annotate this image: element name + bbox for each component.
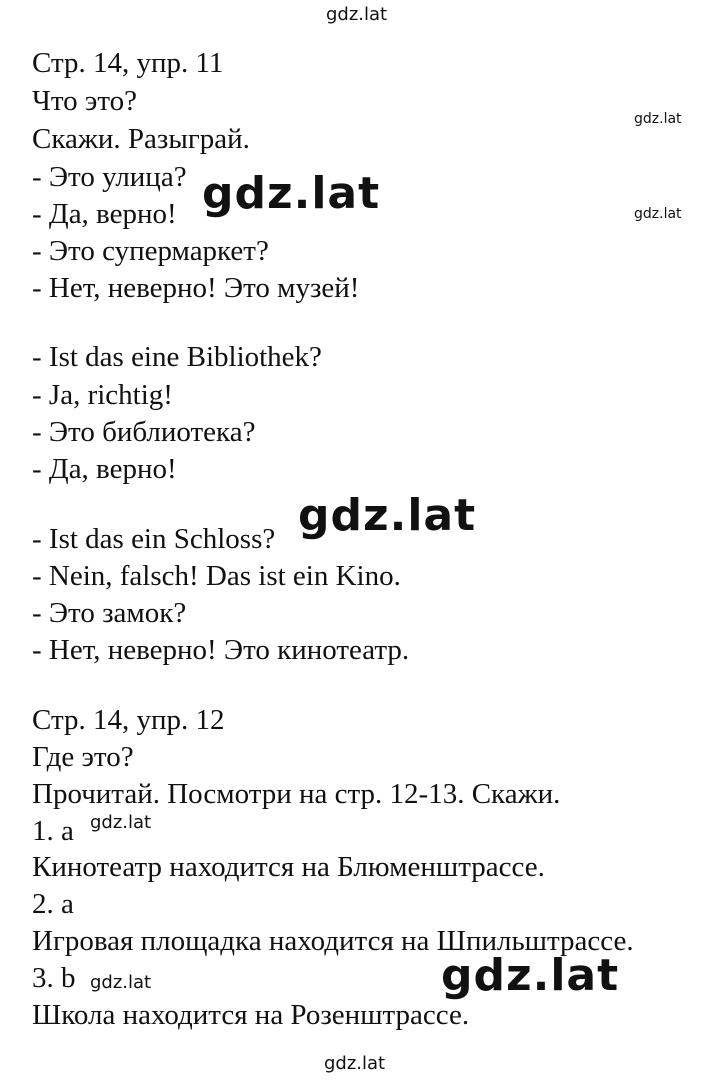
- exercise-12-instruction: Прочитай. Посмотри на стр. 12-13. Скажи.: [32, 778, 561, 810]
- dialog-2-line-1: - Ist das eine Bibliothek?: [32, 341, 322, 373]
- dialog-1-line-4: - Нет, неверно! Это музей!: [32, 272, 360, 304]
- exercise-11-heading: Стр. 14, упр. 11: [32, 47, 224, 79]
- answer-1-label: 1. a: [32, 815, 74, 847]
- exercise-12-heading: Стр. 14, упр. 12: [32, 704, 225, 736]
- dialog-3-line-1: - Ist das ein Schloss?: [32, 523, 276, 555]
- dialog-3-line-4: - Нет, неверно! Это кинотеатр.: [32, 634, 410, 666]
- answer-3-label: 3. b: [32, 962, 76, 994]
- watermark-top: gdz.lat: [326, 4, 388, 25]
- dialog-3-line-2: - Nein, falsch! Das ist ein Kino.: [32, 560, 401, 592]
- dialog-2-line-3: - Это библиотека?: [32, 416, 256, 448]
- watermark-big-3: gdz.lat: [441, 950, 620, 1001]
- answer-2-text: Игровая площадка находится на Шпильштрассе.: [32, 925, 634, 957]
- exercise-12-title: Где это?: [32, 741, 134, 773]
- answer-3-text: Школа находится на Розенштрассе.: [32, 999, 470, 1031]
- watermark-right-1: gdz.lat: [634, 111, 682, 127]
- watermark-inline-2: gdz.lat: [90, 972, 152, 993]
- watermark-bottom: gdz.lat: [324, 1053, 386, 1074]
- watermark-big-1: gdz.lat: [202, 168, 381, 219]
- dialog-2-line-2: - Ja, richtig!: [32, 379, 173, 411]
- watermark-inline-1: gdz.lat: [90, 812, 152, 833]
- dialog-2-line-4: - Да, верно!: [32, 453, 177, 485]
- exercise-11-title: Что это?: [32, 85, 137, 117]
- exercise-11-instruction: Скажи. Разыграй.: [32, 123, 250, 155]
- dialog-1-line-2: - Да, верно!: [32, 198, 177, 230]
- answer-1-text: Кинотеатр находится на Блюменштрассе.: [32, 851, 545, 883]
- dialog-1-line-3: - Это супермаркет?: [32, 235, 269, 267]
- watermark-big-2: gdz.lat: [298, 490, 477, 541]
- dialog-3-line-3: - Это замок?: [32, 597, 187, 629]
- dialog-1-line-1: - Это улица?: [32, 161, 187, 193]
- watermark-right-2: gdz.lat: [634, 206, 682, 222]
- answer-2-label: 2. a: [32, 888, 74, 920]
